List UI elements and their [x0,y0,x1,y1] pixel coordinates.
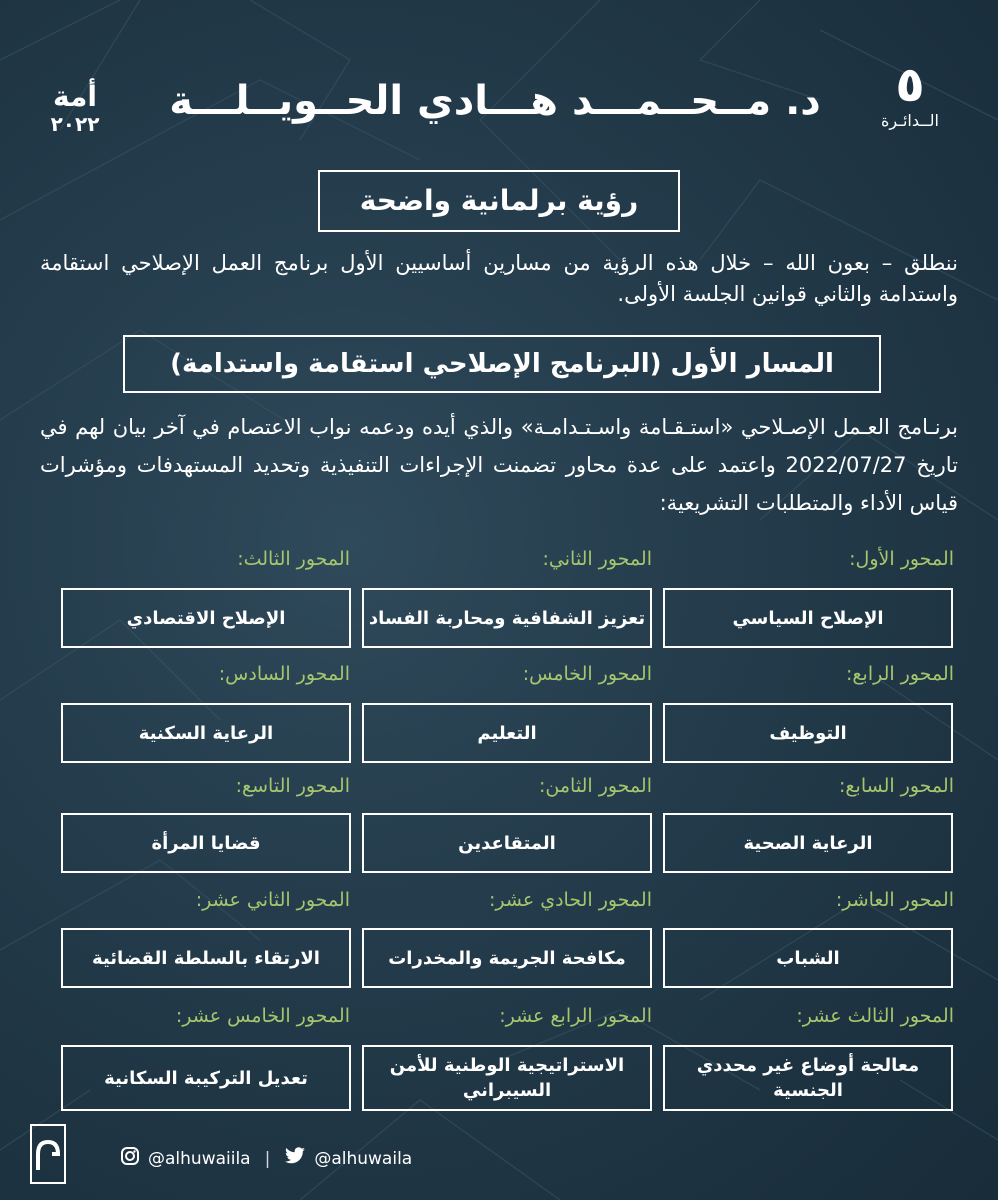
track-paragraph: برنـامج العـمل الإصـلاحي «استـقـامة واسـتـدامـة» والذي أيده ودعمه نواب الاعتصام في آخر بيان لهم في تاريخ 2022/07/27 واعتمد على عدة محاور تضمنت الإجراءات التنفيذية وتحديد المستهدفات ومؤشرات قياس الأداء والمتطلبات التشريعية: [40,415,958,515]
axis-label: المحور السابع: [839,775,954,797]
axis-box: معالجة أوضاع غير محددي الجنسية [663,1045,953,1111]
intro-paragraph: ننطلق – بعون الله – خلال هذه الرؤية من مسارين أساسيين الأول برنامج العمل الإصلاحي استقامة واستدامة والثاني قوانين الجلسة الأولى. [40,251,958,306]
axis-label: المحور الرابع: [846,663,954,685]
axis-box: مكافحة الجريمة والمخدرات [362,928,652,988]
campaign-word: أمة [53,80,97,113]
axis-box: المتقاعدين [362,813,652,873]
axis-label: المحور الخامس عشر: [175,1005,350,1027]
axis-label: المحور الثامن: [539,775,652,797]
axis-box: تعديل التركيبة السكانية [61,1045,351,1111]
track-title: المسار الأول (البرنامج الإصلاحي استقامة واستدامة) [123,335,881,393]
twitter-handle[interactable]: @alhuwaila [314,1148,413,1169]
axis-label: المحور الثالث عشر: [796,1005,954,1027]
district-label: الــدائـرة [881,111,939,130]
axis-label: المحور الثاني: [542,548,652,570]
instagram-icon [120,1146,140,1171]
district-number: ٥ [895,57,925,113]
axis-box: الشباب [663,928,953,988]
district-badge [865,57,955,132]
axis-box: التعليم [362,703,652,763]
axis-box: الرعاية السكنية [61,703,351,763]
campaign-year: ٢٠٢٢ [50,112,100,136]
axis-label: المحور السادس: [218,663,350,685]
axis-label: المحور الأول: [849,548,954,570]
candidate-name: د. مــحــمـــد هـــادي الحــويــلـــة [169,78,821,124]
axis-label: المحور الثاني عشر: [195,889,350,911]
axis-label: المحور الحادي عشر: [488,889,652,911]
axis-box: قضايا المرأة [61,813,351,873]
axis-box: الارتقاء بالسلطة القضائية [61,928,351,988]
axis-label: المحور الخامس: [522,663,652,685]
axis-label: المحور الرابع عشر: [499,1005,652,1027]
axis-label: المحور التاسع: [235,775,350,797]
campaign-logo [25,82,125,136]
footer-divider: | [264,1148,271,1169]
axis-label: المحور العاشر: [835,889,954,911]
vision-title: رؤية برلمانية واضحة [318,170,680,232]
instagram-handle[interactable]: @alhuwaiila [148,1148,251,1169]
axis-box: الإصلاح الاقتصادي [61,588,351,648]
axis-box: الاستراتيجية الوطنية للأمن السيبراني [362,1045,652,1111]
axis-box: التوظيف [663,703,953,763]
corner-logo-icon [30,1124,66,1184]
axis-label: المحور الثالث: [237,548,350,570]
axis-box: تعزيز الشفافية ومحاربة الفساد [362,588,652,648]
axis-box: الإصلاح السياسي [663,588,953,648]
social-handles [120,1146,412,1171]
axis-box: الرعاية الصحية [663,813,953,873]
twitter-icon [284,1147,306,1170]
